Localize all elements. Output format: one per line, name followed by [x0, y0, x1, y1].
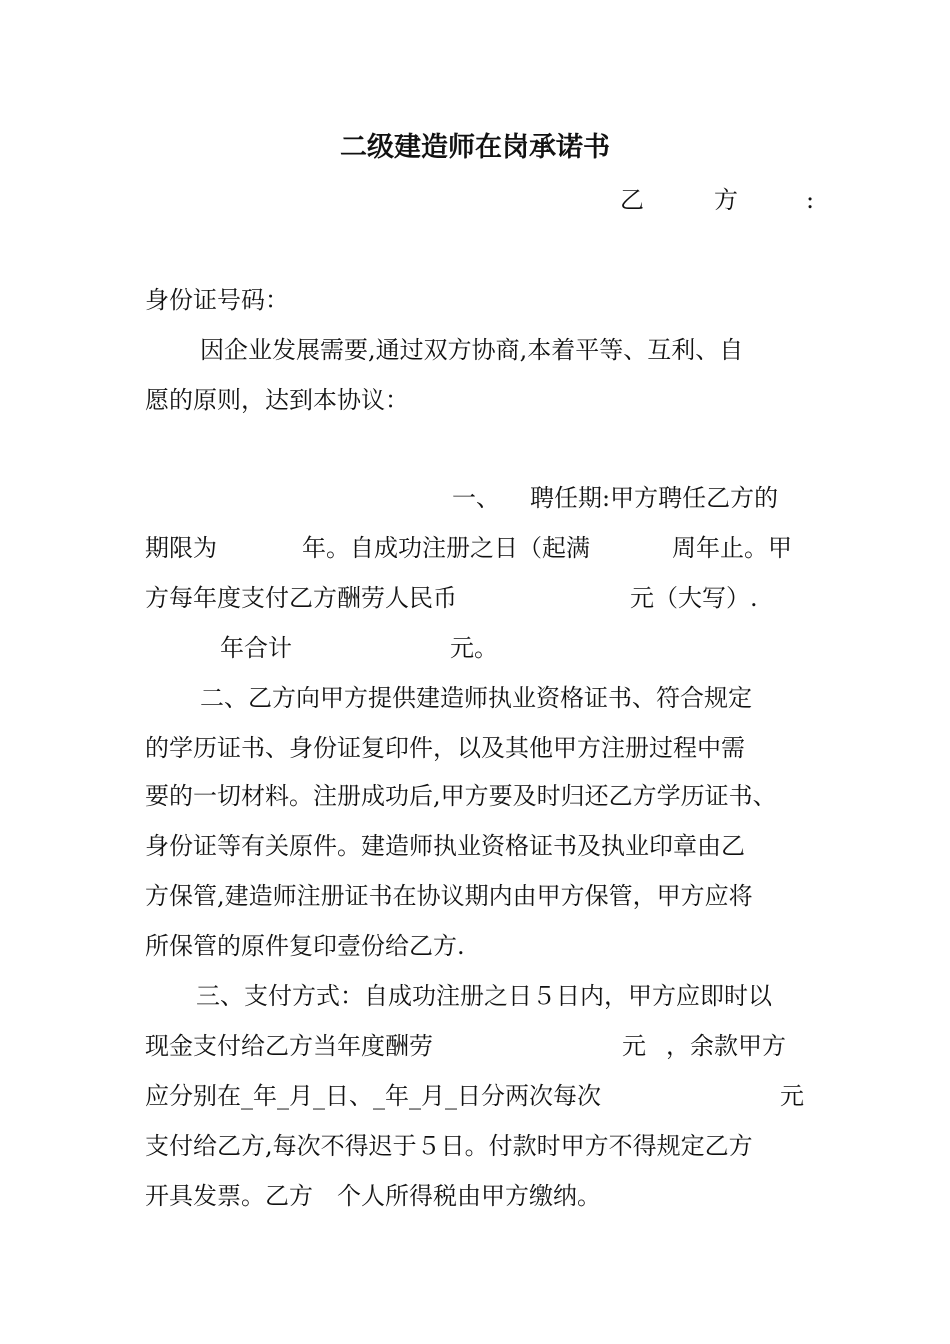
- clause-3-line-2a: 现金支付给乙方当年度酬劳: [145, 1032, 433, 1060]
- clause-1-line-4b: 元。: [450, 634, 498, 662]
- clause-3-line-3b: 元: [780, 1082, 804, 1110]
- clause-1-heading: 聘任期:甲方聘任乙方的: [530, 484, 779, 512]
- clause-1-line-3b: 元（大写）.: [630, 584, 758, 612]
- clause-3-line-5: 开具发票。乙方 个人所得税由甲方缴纳。: [145, 1182, 601, 1210]
- clause-1-line-4a: 年合计: [220, 634, 292, 662]
- clause-3-line-1: 三、支付方式：自成功注册之日５日内，甲方应即时以: [196, 982, 772, 1010]
- clause-2-line-6: 所保管的原件复印壹份给乙方.: [145, 932, 465, 960]
- clause-1-number: 一、: [452, 484, 500, 512]
- clause-1-line-2c: 周年止。甲: [672, 534, 792, 562]
- clause-1-line-2b: 年。自成功注册之日（起满: [302, 534, 590, 562]
- clause-2-line-3: 要的一切材料。注册成功后,甲方要及时归还乙方学历证书、: [145, 782, 777, 810]
- clause-2-line-4: 身份证等有关原件。建造师执业资格证书及执业印章由乙: [145, 832, 745, 860]
- intro-line-1: 因企业发展需要,通过双方协商,本着平等、互利、自: [200, 336, 744, 364]
- clause-3-line-3a: 应分别在_年_月_日、_年_月_日分两次每次: [145, 1082, 601, 1110]
- clause-2-line-2: 的学历证书、身份证复印件，以及其他甲方注册过程中需: [145, 734, 745, 762]
- clause-3-line-2b: 元: [622, 1032, 646, 1060]
- party-b-colon: :: [806, 186, 815, 214]
- intro-line-2: 愿的原则，达到本协议：: [145, 386, 409, 414]
- clause-2-line-5: 方保管,建造师注册证书在协议期内由甲方保管，甲方应将: [145, 882, 753, 910]
- clause-1-line-3a: 方每年度支付乙方酬劳人民币: [145, 584, 457, 612]
- party-b-char-2: 方: [714, 186, 738, 214]
- id-number-label: 身份证号码：: [145, 286, 289, 314]
- document-title: 二级建造师在岗承诺书: [340, 132, 610, 163]
- clause-3-line-4: 支付给乙方,每次不得迟于５日。付款时甲方不得规定乙方: [145, 1132, 753, 1160]
- clause-1-line-2a: 期限为: [145, 534, 217, 562]
- party-b-char-1: 乙: [620, 186, 644, 214]
- clause-2-line-1: 二、乙方向甲方提供建造师执业资格证书、符合规定: [200, 684, 752, 712]
- clause-3-line-2c: ，余款甲方: [666, 1032, 786, 1060]
